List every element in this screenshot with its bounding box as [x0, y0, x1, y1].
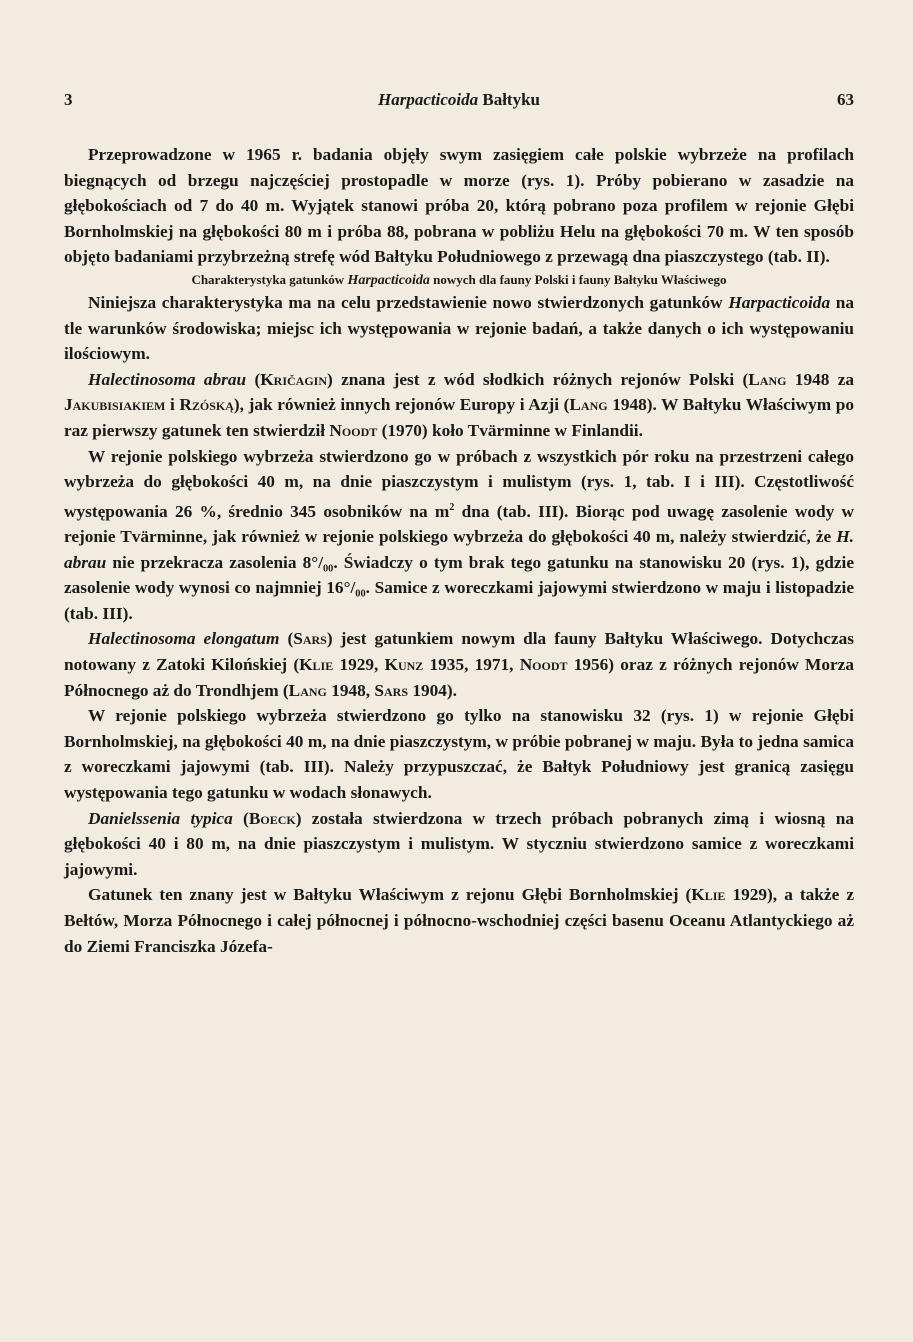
author-name: Noodt	[329, 420, 378, 440]
chapter-number: 3	[64, 90, 73, 109]
paragraph-h-abrau-occurrence: W rejonie polskiego wybrzeża stwierdzono go w próbach z wszystkich pór roku na przestrzeni całego wybrzeża do głębokości 40 m, na dnie piaszczystym i mulistym (rys. 1, tab. I i III). Częstotliwość występowania 26 %, średnio 345 osobników na $m^2$ dna (tab. III). Biorąc pod uwagę zasolenie wody w rejonie Tvärminne, jak również w rejonie polskiego wybrzeża do głębokości 40 m, należy stwierdzić, że H. abrau nie przekracza zasolenia 8°/₀₀. Świadczy o tym brak tego gatunku na stanowisku 20 (rys. 1), gdzie zasolenie wody wynosi co najmniej 16°/₀₀. Samice z woreczkami jajowymi stwierdzono w maju i listopadzie (tab. III).	[64, 446, 854, 623]
paragraph-aim: Niniejsza charakterystyka ma na celu przedstawienie nowo stwierdzonych gatunków Harpacticoida na tle warunków środowiska; miejsc ich występowania w rejonie badań, a także danych o ich występowaniu ilościowym.	[64, 292, 854, 364]
paragraph-d-typica-range: Gatunek ten znany jest w Bałtyku Właściwym z rejonu Głębi Bornholmskiej (Klie 1929), a także z Bełtów, Morza Północnego i całej północnej i północno-wschodniej części basenu Oceanu Atlantyckiego aż do Ziemi Franciszka Józefa-	[64, 885, 855, 956]
page-number: 63	[837, 90, 854, 109]
author-name: Boeck	[248, 808, 296, 828]
author-name: Klie	[691, 885, 726, 905]
author-name: Sars	[374, 680, 409, 700]
running-title-rest: Bałtyku	[478, 90, 540, 109]
heading-taxon: Harpacticoida	[347, 272, 430, 288]
author-name: Sars	[293, 629, 327, 649]
paragraph-d-typica: Danielssenia typica (Boeck) została stwierdzona w trzech próbach pobranych zimą i wiosną na głębokości 40 i 80 m, na dnie piaszczystym i mulistym. W styczniu stwierdzono samice z woreczkami jajowymi.	[64, 808, 854, 879]
author-name: Lang	[569, 395, 608, 415]
species-name: Danielssenia typica	[88, 808, 233, 828]
running-title	[64, 90, 854, 110]
paragraph-h-elongatum-occurrence: W rejonie polskiego wybrzeża stwierdzono go tylko na stanowisku 32 (rys. 1) w rejonie Głębi Bornholmskiej, na głębokości 40 m, na dnie piaszczystym, w próbie pobranej w maju. Była to jedna samica z woreczkami jajowymi (tab. III). Należy przypuszczać, że Bałtyk Południowy jest granicą zasięgu występowania tego gatunku w wodach słonawych.	[64, 706, 854, 803]
author-name: Lang	[748, 369, 787, 389]
author-name: Klie	[299, 655, 334, 675]
author-name: Kunz	[384, 655, 424, 675]
taxon-name: Harpacticoida	[728, 292, 831, 312]
author-name: Jakubisiakiem	[64, 395, 166, 415]
species-name: Halectinosoma elongatum	[88, 629, 280, 649]
author-name: Noodt	[519, 655, 568, 675]
species-name: Halectinosoma abrau	[88, 369, 247, 389]
body-text	[64, 142, 854, 959]
author-name: Rzóską	[179, 395, 234, 415]
paragraph-h-elongatum: Halectinosoma elongatum (Sars) jest gatunkiem nowym dla fauny Bałtyku Właściwego. Dotychczas notowany z Zatoki Kilońskiej (Klie 1929, Kunz 1935, 1971, Noodt 1956) oraz z różnych rejonów Morza Północnego aż do Trondhjem (Lang 1948, Sars 1904).	[64, 629, 854, 700]
author-name: Kričagin	[260, 369, 327, 389]
section-heading: Charakterystyka gatunków Harpacticoida nowych dla fauny Polski i fauny Bałtyku Właściwego	[191, 271, 727, 288]
paragraph-h-abrau: Halectinosoma abrau (Kričagin) znana jest z wód słodkich różnych rejonów Polski (Lang 1948 za Jakubisiakiem i Rzóską), jak również innych rejonów Europy i Azji (Lang 1948). W Bałtyku Właściwym po raz pierwszy gatunek ten stwierdził Noodt (1970) koło Tvärminne w Finlandii.	[64, 369, 855, 440]
species-name: H. abrau	[64, 527, 854, 572]
paragraph-intro: Przeprowadzone w 1965 r. badania objęły swym zasięgiem całe polskie wybrzeże na profilach biegnących od brzegu najczęściej prostopadle w morze (rys. 1). Próby pobierano w zasadzie na głębokościach od 7 do 40 m. Wyjątek stanowi próba 20, którą pobrano poza profilem w rejonie Głębi Bornholmskiej na głębokości 80 m i próba 88, pobrana w pobliżu Helu na głębokości 70 m. W ten sposób objęto badaniami przybrzeżną strefę wód Bałtyku Południowego z przewagą dna piaszczystego (tab. II).	[64, 145, 854, 267]
author-name: Lang	[288, 680, 327, 700]
running-title-taxon: Harpacticoida	[378, 90, 479, 109]
